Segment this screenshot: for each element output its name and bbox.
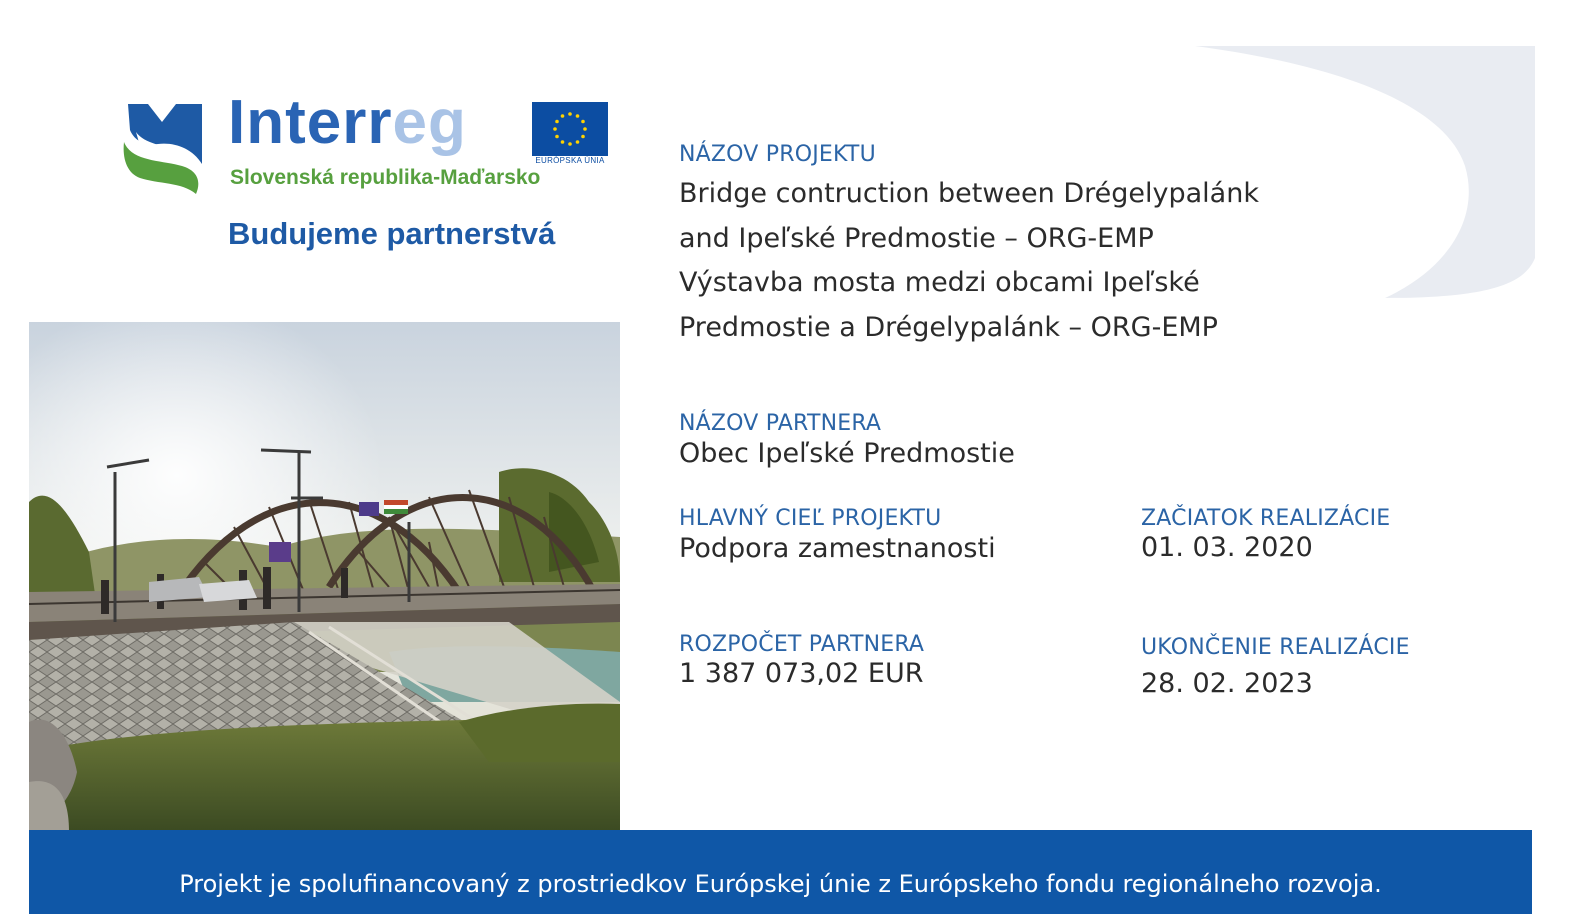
program-name: Slovenská republika-Maďarsko xyxy=(230,166,541,189)
start-date-label: ZAČIATOK REALIZÁCIE xyxy=(1141,506,1391,531)
cofinancing-notice: Projekt je spolufinancovaný z prostriedkov Európskej únie z Európskeho fondu regionálneho rozvoja. xyxy=(179,870,1382,898)
project-name-line: Predmostie a Drégelypalánk – ORG-EMP xyxy=(679,311,1218,343)
partner-name-value: Obec Ipeľské Predmostie xyxy=(679,438,1015,469)
eu-star-icon xyxy=(561,114,565,118)
eu-star-icon xyxy=(576,114,580,118)
eu-star-icon xyxy=(568,112,572,116)
eu-star-icon xyxy=(576,140,580,144)
project-name-line: and Ipeľské Predmostie – ORG-EMP xyxy=(679,222,1154,254)
eu-star-icon xyxy=(555,135,559,139)
eu-star-icon xyxy=(583,127,587,131)
eu-star-icon xyxy=(581,135,585,139)
eu-star-icon xyxy=(581,120,585,124)
eu-label: EURÓPSKA ÚNIA xyxy=(535,156,605,165)
end-date-value: 28. 02. 2023 xyxy=(1141,668,1313,699)
interreg-mark-icon xyxy=(122,102,204,194)
start-date-value: 01. 03. 2020 xyxy=(1141,532,1313,563)
eu-star-icon xyxy=(568,142,572,146)
project-name-line: Výstavba mosta medzi obcami Ipeľské xyxy=(679,267,1200,298)
footer-bar xyxy=(29,830,1532,914)
interreg-logo xyxy=(122,88,612,265)
eu-star-icon xyxy=(561,140,565,144)
project-name-line: Bridge contruction between Drégelypalánk xyxy=(679,178,1259,209)
eu-star-icon xyxy=(555,120,559,124)
partner-name-label: NÁZOV PARTNERA xyxy=(679,411,882,436)
bridge-rendering-image xyxy=(29,322,620,832)
interreg-wordmark: Interreg xyxy=(228,88,467,157)
project-name xyxy=(679,172,1259,350)
eu-flag-icon xyxy=(532,102,608,156)
budget-label: ROZPOČET PARTNERA xyxy=(679,632,925,657)
end-date-label: UKONČENIE REALIZÁCIE xyxy=(1141,635,1410,660)
project-goal-value: Podpora zamestnanosti xyxy=(679,533,996,564)
eu-star-icon xyxy=(553,127,557,131)
project-name-label: NÁZOV PROJEKTU xyxy=(679,142,876,167)
budget-value: 1 387 073,02 EUR xyxy=(679,658,924,689)
tagline: Budujeme partnerstvá xyxy=(228,216,556,251)
bridge-photo xyxy=(29,322,620,832)
project-goal-label: HLAVNÝ CIEĽ PROJEKTU xyxy=(679,506,942,531)
